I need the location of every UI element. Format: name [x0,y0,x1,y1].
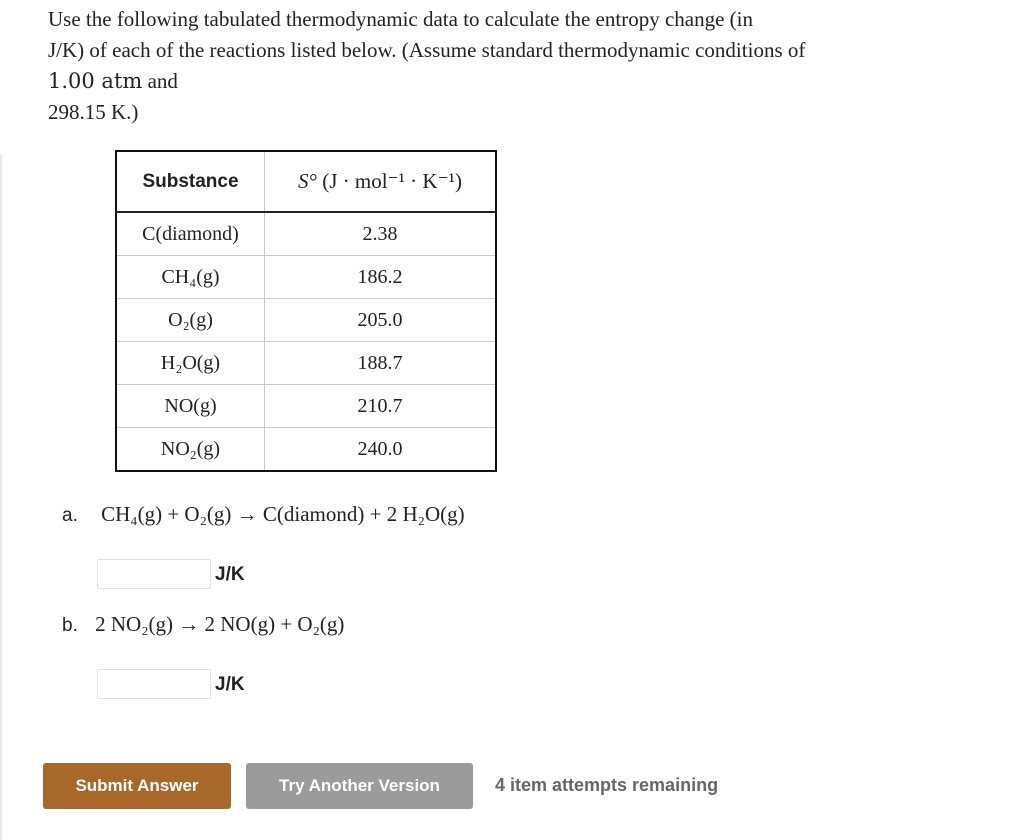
intro-line-1: Use the following tabulated thermodynamic data to calculate the entropy change (in [48,7,753,31]
intro-line-2: J/K) of each of the reactions listed below. (Assume standard thermodynamic conditions of [48,38,806,62]
try-another-version-button[interactable]: Try Another Version [246,763,473,809]
substance-cell: C(diamond) [116,212,265,256]
attempts-remaining-text: 4 item attempts remaining [495,775,719,795]
header-entropy [265,151,497,212]
intro-and: and [147,69,178,93]
table-header-row [116,151,496,212]
entropy-cell: 188.7 [265,342,497,385]
table-row [116,299,496,342]
table-row [116,212,496,256]
entropy-cell: 186.2 [265,256,497,299]
question-b-equation: 2 NO₂(g) → 2 NO(g) + O₂(g) [95,612,345,636]
question-b [62,612,344,637]
question-a-equation: CH₄(g) + O₂(g) → C(diamond) + 2 H₂O(g) [101,502,465,526]
entropy-data-table [115,150,497,472]
substance-cell: NO(g) [116,385,265,428]
table-row [116,385,496,428]
table-row [116,256,496,299]
submit-answer-button[interactable]: Submit Answer [43,763,231,809]
entropy-cell: 205.0 [265,299,497,342]
table-row [116,428,496,472]
substance-cell: NO₂(g) [116,428,265,472]
question-a [62,502,465,527]
substance-cell: CH₄(g) [116,256,265,299]
entropy-cell: 2.38 [265,212,497,256]
intro-line-4: 298.15 K.) [48,100,139,124]
header-substance: Substance [116,151,265,212]
entropy-units: (J · mol⁻¹ · K⁻¹) [322,169,462,193]
answer-a-input[interactable] [97,559,211,589]
answer-b-input[interactable] [97,669,211,699]
answer-b-unit: J/K [215,674,245,695]
substance-cell: H₂O(g) [116,342,265,385]
pressure-value: 1.00 atm [48,69,143,93]
answer-a-unit: J/K [215,564,245,585]
intro-line-3 [48,66,908,97]
question-b-label: b. [62,615,78,636]
entropy-symbol: S° [298,169,317,193]
left-divider [0,155,2,840]
question-intro [48,4,908,128]
table-row [116,342,496,385]
entropy-cell: 210.7 [265,385,497,428]
question-a-label: a. [62,505,78,526]
substance-cell: O₂(g) [116,299,265,342]
entropy-cell: 240.0 [265,428,497,472]
